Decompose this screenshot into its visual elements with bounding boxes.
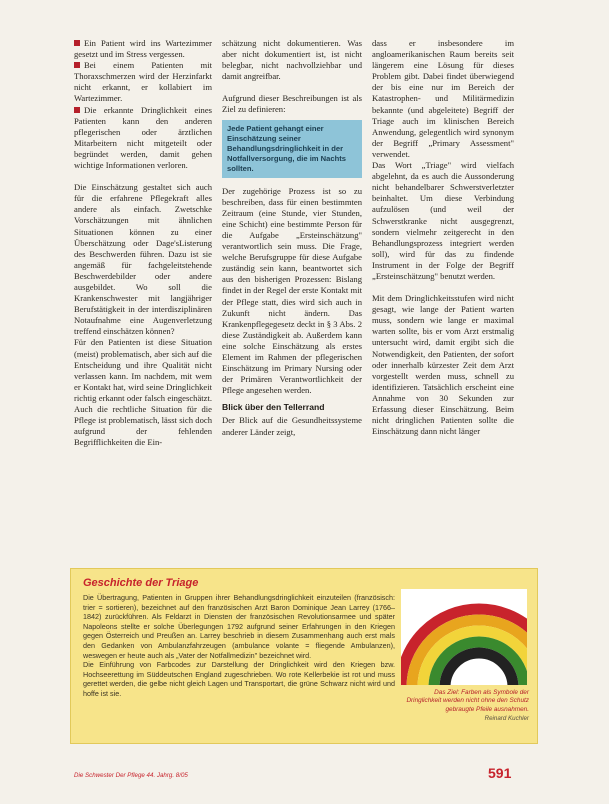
box-title: Geschichte der Triage [83,577,199,589]
section-subheading: Blick über den Tellerrand [222,402,325,413]
rainbow-arc [445,653,513,685]
bullet-item: Ein Patient wird ins Wartezimmer gesetzt und im Stress vergessen. [74,38,212,60]
body-paragraph: Die Einschätzung gestaltet sich auch für die erfahrene Pflegekraft alles andere als einfach. Zwetschke Vorschätzungen mit ähnlichen Situationen können zu einer Überschätzung oder Dage'sListerung des Beschwerden führen. Dazu ist sie angemäß für fachgeleitstehende Beschwerdebilder oder andere ausgebildet. Wo soll die Krankenschwester mit langjähriger Berufstätigkeit in der interdisziplinären Notaufnahme eine Augenverletzung treffend einschätzen können? [74,182,212,337]
text-column-2 [222,38,362,438]
body-paragraph: Mit dem Dringlichkeitsstufen wird nicht gesagt, wie lange der Patient warten muss, sondern wie lange er maximal warten sollte, bis er vom Arzt erstmalig untersucht wird, damit ergibt sich die Notwendigkeit, den Patienten, der sofort oder innerhalb kürzester Zeit dem Arzt vorgestellt werden muss, schnell zu identifizieren. Tatsächlich erscheint eine Annahme von 30 Sekunden zur Erfassung dieser Einschätzung. Beim nicht dringlichen Patienten sollte die Einschätzung dann nicht länger [372,293,514,437]
body-paragraph: Der zugehörige Prozess ist so zu beschreiben, dass für einen bestimmten Zeitraum (eine Stunde, vier Stunden, eine Schicht) eine bestimmte Person für die Aufgabe „Ersteinschätzung" verantwortlich sein muss. Die Frage, welche Berufsgruppe für diese Aufgabe zuständig sein kann, beantwortet sich aus den bisherigen Prozessen: Bislang findet in der Regel der erste Kontakt mit der Pflege statt, dies wird sich auch in Zukunft nicht ändern. Das Krankenpflegegesetz deckt in § 3 Abs. 2 diese Zuständigkeit ab. Außerdem kann eine solche Einschätzung als erstes Element im Rahmen der pflegerischen Einschätzung im Primary Nursing oder der Primären Verantwortlichkeit der Pflege angesehen werden. [222,185,362,396]
rainbow-figure [401,589,527,685]
bullet-square-icon [74,40,80,46]
text-column-1 [74,38,212,448]
box-text [83,593,395,699]
body-paragraph: Der Blick auf die Gesundheitssysteme anderer Länder zeigt, [222,415,362,437]
body-paragraph: schätzung nicht dokumentieren. Was aber nicht dokumentiert ist, ist nicht belegbar, nicht nachvollziehbar und damit angreifbar. [222,38,362,82]
journal-footer: Die Schwester Der Pflege 44. Jahrg. 8/05 [74,772,188,779]
bullet-square-icon [74,62,80,68]
body-paragraph: Für den Patienten ist diese Situation (meist) problematisch, aber sich auf die Entscheidung und ihre Qualität nicht verlassen kann. Im nachdem, mit wem er Kontakt hat, wird seine Dringlichkeit richtig erkannt oder falsch eingeschätzt. Auch die rechtliche Situation für die Pflege ist problematisch, lässt sich doch aufgrund der fehlenden Begrifflichkeiten die Ein- [74,337,212,448]
figure-caption: Das Ziel: Farben als Symbole der Dringlichkeit werden nicht ohne den Schutz gebraugte Pfeile ausnahmen. [406,689,529,713]
box-paragraph: Die Übertragung, Patienten in Gruppen ihrer Behandlungsdringlichkeit einzuteilen (französisch: trier = sortieren), bezeichnet auf den französischen Arzt Baron Dominique Jean Larrey (1766–1842) zurückführen. Als Feldarzt in Diensten der französischen Revolutionsarmee und später Napoleons stellte er solche Überlegungen 1792 aufgrund seiner Erfahrungen in den Kriegen gegen Österreich und Preußen an. Larrey beschrieb in diesem Zusammenhang auch erst mals den Gedanken von Ambulanzfahrzeugen (ambulance volante = fliegende Ambulanzen), weswegen er heute auch als „Vater der Notfallmedizin" bezeichnet wird. [83,593,395,660]
sidebar-box [70,568,538,744]
box-paragraph: Die Einführung von Farbcodes zur Darstellung der Dringlichkeit wird den Kriegen bzw. Hochseerettung im Süddeutschen England zugeschrieben. Wo rote Kellerbekie ist rot und muss gerettet werden, die gelbe nicht gleich Lagen und Transportart, die grüne Schwarz nicht wird und hoffe ist sie. [83,660,395,698]
bullet-item: Bei einem Patienten mit Thoraxschmerzen wird der Herzinfarkt nicht erkannt, er kollabiert im Wartezimmer. [74,60,212,104]
page-number: 591 [488,765,512,781]
rainbow-arcs-image [401,589,527,685]
body-paragraph: Das Wort „Triage" wird vielfach abgelehnt, da es auch die Aussonderung nicht behandelbarer Schwerstverletzter beinhaltet. Um diese Verbindung aufzulösen (und weil der Schwerstkranke nicht ausgegrenzt, sondern vielmehr zeitgerecht in den Behandlungsprozess integriert werden soll), wird für das zu findende Instrument in der Folge der Begriff „Ersteinschätzung" benutzt werden. [372,160,514,281]
bullet-item: Die erkannte Dringlichkeit eines Patienten kann den anderen pflegerischen oder ärztlichen Mitarbeitern nicht mitgeteilt oder begründet werden, damit gehen wichtige Informationen verloren. [74,104,212,171]
text-column-3 [372,38,514,437]
bullet-square-icon [74,107,80,113]
highlight-box: Jede Patient gehangt einer Einschätzung seiner Behandlungsdringlichkeit in der Notfallversorgung, die im Nachts sollten. [222,120,362,178]
body-paragraph: dass er insbesondere im angloamerikanischen Raum bereits seit längerem eine Lösung für dieses Problem gibt. Dabei findet überwiegend der bis eine nur im Bereich der Katastrophen- und Militärmedizin bekannte (und abgeleitete) Begriff der Triage auch im klinischen Bereich Anwendung, gelegentlich wird synonym der Begriff „Primary Assessment" verwendet. [372,38,514,159]
figure-credit: Reinard Kuchler [484,715,529,722]
body-paragraph: Aufgrund dieser Beschreibungen ist als Ziel zu definieren: [222,93,362,115]
